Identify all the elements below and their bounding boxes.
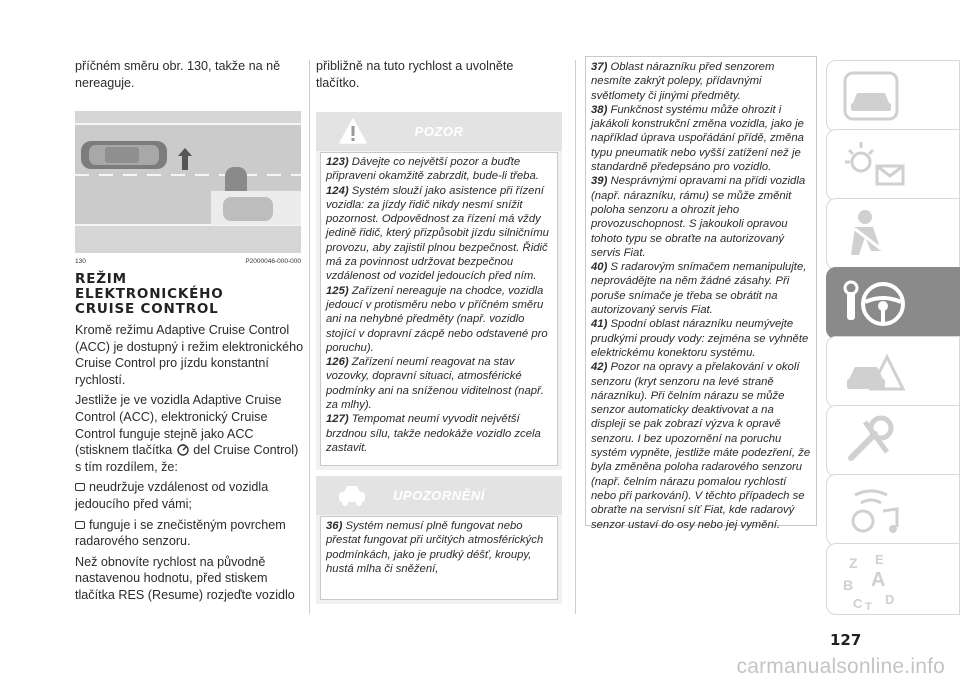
- item-text: Funkčnost systému může ohrozit i jakákoli konstrukční změna vozidla, jako je například úprava uspořádání přídě, změna typu pneumatik nebo vyšší zatížení než je standardně předepsáno pro vozidlo.: [591, 103, 804, 174]
- tab-emergency[interactable]: [826, 336, 960, 408]
- item-text: S radarovým snímačem nemanipulujte, neprovádějte na něm žádné zásahy. Při poruše snímače je třeba se obrátit na autorizovaný servis Fiat.: [591, 261, 807, 317]
- item-number: 124): [326, 184, 349, 197]
- tab-index[interactable]: [826, 543, 960, 615]
- heading-line-1: REŽIM: [75, 271, 127, 287]
- tab-car-dashboard[interactable]: [826, 60, 960, 132]
- item-number: 39): [591, 175, 608, 188]
- warning-item: [326, 155, 552, 184]
- note-item: [591, 103, 811, 174]
- item-text: Zařízení nereaguje na chodce, vozidla jedoucí v protisměru nebo v příčném směru ani na nehybné předměty (např. vozidlo stojící v dopravní zácpě nebo odstavené pro poruchu).: [326, 284, 548, 354]
- item-number: 127): [326, 413, 349, 426]
- caution-panel: [316, 476, 562, 604]
- item-text: Nesprávnými opravami na přídi vozidla (např. nárazníku, rámu) se může změnit poloha senzoru a ohrozit jeho provozuschopnost. S jakoukoli opravou tohoto typu se obraťte na autorizovaný servis Fiat.: [591, 175, 806, 259]
- multimedia-icon: [841, 481, 911, 541]
- bullet-icon: [75, 521, 85, 529]
- paragraph-1: Kromě režimu Adaptive Cruise Control (ACC) je dostupný i režim elektronického Cruise Control pro jízdu konstantní rychlostí.: [75, 323, 304, 387]
- bullet-item-2: [75, 517, 305, 550]
- item-number: 40): [591, 261, 608, 274]
- tab-multimedia[interactable]: [826, 474, 960, 546]
- index-letter: A: [871, 569, 886, 591]
- warning-title: POZOR: [414, 124, 464, 139]
- item-number: 38): [591, 103, 608, 116]
- intro-text: příčném směru obr. 130, takže na ně nereaguje.: [75, 59, 281, 90]
- item-number: 42): [591, 361, 608, 374]
- bullet-item-1: [75, 479, 305, 512]
- item-number: 36): [326, 520, 343, 532]
- index-letter: D: [885, 592, 895, 607]
- figure-caption: [75, 258, 301, 268]
- item-number: 123): [326, 156, 349, 168]
- heading-line-3: CRUISE CONTROL: [75, 301, 219, 317]
- heading-line-2: ELEKTRONICKÉHO: [75, 286, 224, 302]
- item-number: 126): [326, 356, 349, 369]
- steering-wheel-key-icon: [841, 274, 911, 334]
- warning-header: [316, 112, 562, 151]
- item-text: Spodní oblast nárazníku neumývejte prudkými proudy vody: zejména se vyhněte elektrickému konektoru systému.: [591, 318, 809, 359]
- warning-item: [326, 184, 552, 284]
- paragraph-2-end: del Cruise Control) s tím rozdílem, že:: [75, 443, 299, 474]
- note-item: [591, 260, 811, 317]
- item-text: Tempomat neumí vyvodit největší brzdnou sílu, takže nedokáže vozidlo zcela zastavit.: [326, 413, 541, 454]
- column-divider: [575, 60, 576, 614]
- tab-safety[interactable]: [826, 198, 960, 270]
- warning-panel: [316, 112, 562, 470]
- bullet-1-text: neudržuje vzdálenost od vozidla jedoucího před vámi;: [75, 480, 269, 511]
- note-item: [591, 60, 811, 103]
- warning-lights-icon: [841, 136, 911, 196]
- item-text: Dávejte co největší pozor a buďte připraveni okamžitě zabrzdit, bude-li třeba.: [326, 156, 539, 183]
- bullet-2-text: funguje i se znečistěným povrchem radarového senzoru.: [75, 517, 286, 549]
- paragraph-2-start: Jestliže je ve vozidla Adaptive Cruise Control (ACC), elektronický Cruise Control funguje stejně jako ACC (stisknem tlačítka: [75, 393, 282, 458]
- caution-content: [320, 516, 558, 600]
- section-heading: [75, 272, 303, 317]
- warning-item: [326, 412, 552, 455]
- index-letter: C: [853, 596, 863, 611]
- body-text: [75, 322, 305, 608]
- tab-warning-lights[interactable]: [826, 129, 960, 201]
- index-letter: T: [865, 601, 872, 613]
- index-letter: E: [875, 552, 884, 567]
- service-tools-icon: [841, 412, 901, 472]
- item-text: Systém slouží jako asistence při řízení vozidla: za jízdy řidič nikdy nesmí snížit pozornost. Odpovědnost za řízení má vždy jedině řidič, který přizpůsobit jízdu silničnímu provozu, aby zajistil plnou bezpečnost. Řidič má za povinnost udržovat bezpečnou vzdálenost od vozidel jedoucích před ním.: [326, 184, 549, 283]
- emergency-car-icon: [841, 343, 911, 403]
- index-letter: Z: [849, 555, 858, 571]
- paragraph-2: [75, 392, 305, 475]
- item-number: 37): [591, 61, 608, 73]
- chapter-tabs: [826, 60, 960, 614]
- caution-title: UPOZORNĚNÍ: [393, 488, 485, 503]
- watermark: carmanualsonline.info: [736, 655, 945, 678]
- figure-number: 130: [75, 258, 86, 265]
- item-text: Pozor na opravy a přelakování v okolí senzoru (kryt senzoru na levé straně nárazníku). Při čelním nárazu se může senzor automaticky deaktivovat a na displeji se pak zobrazí výzva k opravě senzoru. I bez upozornění na poruchu systém vypněte, jestliže máte podezření, že byla změněna poloha radarového senzoru (např. čelním nárazu pomalou rychlostí nebo při parkování). V těchto případech se obraťte na servisní síť Fiat, kde radarový senzor ustaví do osy nebo jej vymění.: [591, 361, 811, 531]
- caution-item: [326, 519, 552, 576]
- column-2-intro: přibližně na tuto rychlost a uvolněte tlačítko.: [316, 59, 514, 90]
- tab-starting-driving[interactable]: [826, 267, 960, 339]
- item-text: Oblast nárazníku před senzorem nesmíte zakrýt polepy, přídavnými světlomety či jinými předměty.: [591, 61, 775, 102]
- car-dashboard-icon: [841, 67, 901, 125]
- note-item: [591, 360, 811, 532]
- paragraph-3: Než obnovíte rychlost na původně nastavenou hodnotu, před stiskem tlačítka RES (Resume) rozjeďte vozidlo: [75, 554, 295, 602]
- caution-header: [316, 476, 562, 515]
- index-letter: B: [843, 577, 854, 593]
- item-number: 41): [591, 318, 608, 331]
- item-text: Systém nemusí plně fungovat nebo přestat fungovat při určitých atmosférických podmínkách, jako je prudký déšť, kroupy, hustá mlha či sněžení,: [326, 520, 544, 575]
- page-number: 127: [830, 631, 862, 649]
- figure-130: [75, 111, 301, 253]
- warning-content: [320, 152, 558, 466]
- tab-service[interactable]: [826, 405, 960, 477]
- note-item: [591, 174, 811, 260]
- road-illustration: [75, 111, 301, 253]
- figure-code: P2000046-000-000: [245, 258, 301, 265]
- bullet-icon: [75, 483, 85, 491]
- column-divider: [309, 60, 310, 614]
- note-item: [591, 317, 811, 360]
- item-number: 125): [326, 284, 349, 297]
- cruise-control-button-icon: [176, 443, 190, 456]
- column-3: [585, 56, 817, 531]
- warning-item: [326, 355, 552, 412]
- warning-item: [326, 284, 552, 355]
- safety-airbag-icon: [841, 205, 901, 265]
- index-letters-icon: [841, 550, 921, 614]
- item-text: Zařízení neumí reagovat na stav vozovky, dopravní situaci, atmosférické podmínky ani na sníženou viditelnost (např. za mlhy).: [326, 356, 544, 412]
